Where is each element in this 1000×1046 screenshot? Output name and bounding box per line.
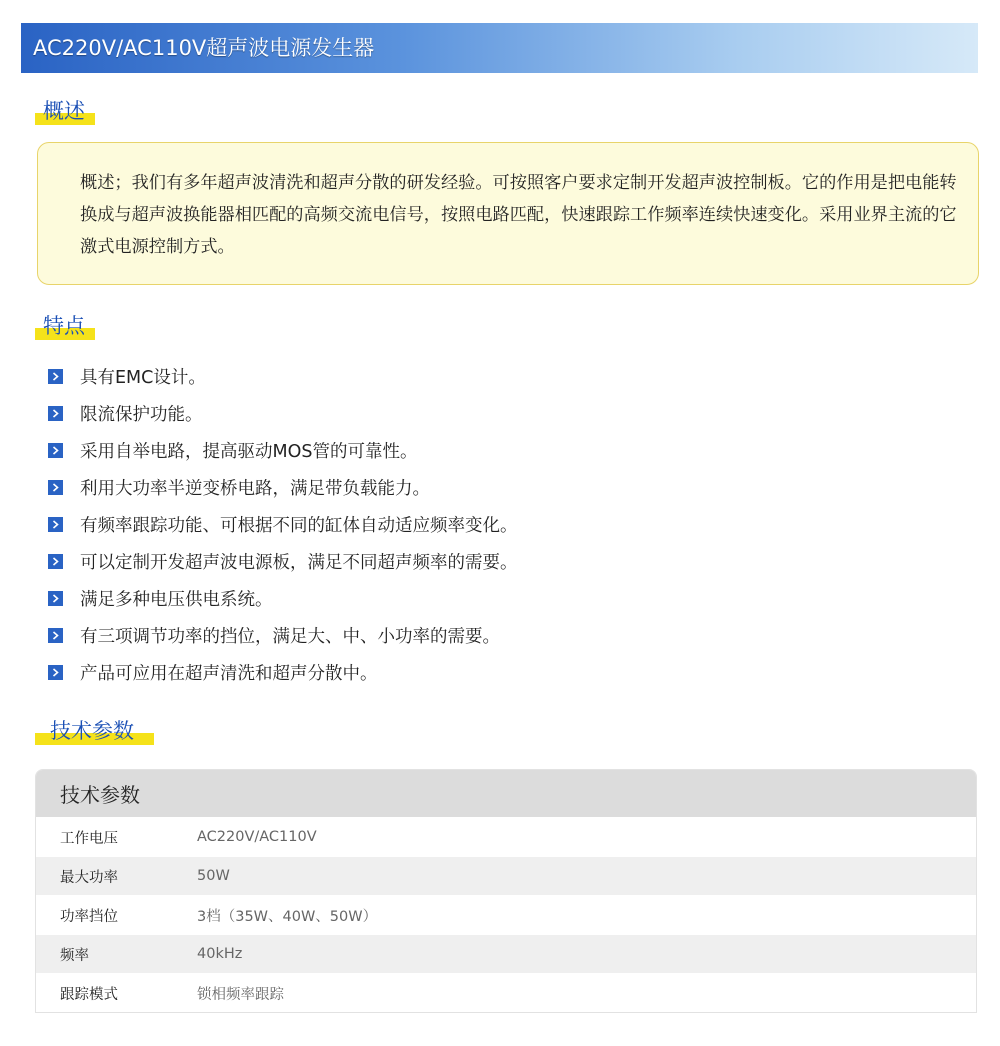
spec-value: 锁相频率跟踪 xyxy=(197,986,284,1003)
list-item xyxy=(48,395,518,432)
spec-label: 最大功率 xyxy=(60,869,118,886)
chevron-right-icon xyxy=(48,443,63,458)
list-item xyxy=(48,358,518,395)
chevron-right-icon xyxy=(48,591,63,606)
chevron-right-icon xyxy=(48,517,63,532)
feature-text: 限流保护功能。 xyxy=(80,405,203,425)
feature-text: 可以定制开发超声波电源板，满足不同超声频率的需要。 xyxy=(80,553,518,573)
feature-text: 有三项调节功率的挡位，满足大、中、小功率的需要。 xyxy=(80,627,500,647)
table-row xyxy=(36,817,976,856)
feature-text: 产品可应用在超声清洗和超声分散中。 xyxy=(80,664,378,684)
feature-list xyxy=(48,358,518,691)
overview-text: 概述；我们有多年超声波清洗和超声分散的研发经验。可按照客户要求定制开发超声波控制板。它的作用是把电能转换成与超声波换能器相匹配的高频交流电信号，按照电路匹配，快速跟踪工作频率连续快速变化。采用业界主流的它激式电源控制方式。 xyxy=(80,173,957,257)
table-row xyxy=(36,973,976,1012)
chevron-right-icon xyxy=(48,369,63,384)
list-item xyxy=(48,543,518,580)
spec-label: 频率 xyxy=(60,947,89,964)
list-item xyxy=(48,469,518,506)
table-row xyxy=(36,934,976,973)
spec-table-title: 技术参数 xyxy=(36,770,976,817)
feature-text: 利用大功率半逆变桥电路，满足带负载能力。 xyxy=(80,479,430,499)
spec-label: 跟踪模式 xyxy=(60,986,118,1003)
feature-text: 满足多种电压供电系统。 xyxy=(80,590,273,610)
spec-table xyxy=(35,769,977,1013)
overview-box xyxy=(37,142,979,285)
feature-text: 采用自举电路，提高驱动MOS管的可靠性。 xyxy=(80,442,418,462)
feature-text: 具有EMC设计。 xyxy=(80,368,206,388)
spec-value: 50W xyxy=(197,868,230,884)
chevron-right-icon xyxy=(48,480,63,495)
spec-value: 3档（35W、40W、50W） xyxy=(197,908,378,925)
chevron-right-icon xyxy=(48,554,63,569)
spec-value: AC220V/AC110V xyxy=(197,829,317,845)
table-row xyxy=(36,856,976,895)
chevron-right-icon xyxy=(48,628,63,643)
chevron-right-icon xyxy=(48,406,63,421)
specs-heading: 技术参数 xyxy=(50,719,134,743)
list-item xyxy=(48,432,518,469)
list-item xyxy=(48,654,518,691)
spec-label: 功率挡位 xyxy=(60,908,118,925)
title-bar xyxy=(21,23,978,73)
features-heading: 特点 xyxy=(43,314,85,338)
list-item xyxy=(48,580,518,617)
list-item xyxy=(48,617,518,654)
page-title: AC220V/AC110V超声波电源发生器 xyxy=(33,36,375,60)
chevron-right-icon xyxy=(48,665,63,680)
list-item xyxy=(48,506,518,543)
overview-heading: 概述 xyxy=(43,99,85,123)
spec-value: 40kHz xyxy=(197,946,243,962)
feature-text: 有频率跟踪功能、可根据不同的缸体自动适应频率变化。 xyxy=(80,516,518,536)
spec-label: 工作电压 xyxy=(60,830,118,847)
table-row xyxy=(36,895,976,934)
